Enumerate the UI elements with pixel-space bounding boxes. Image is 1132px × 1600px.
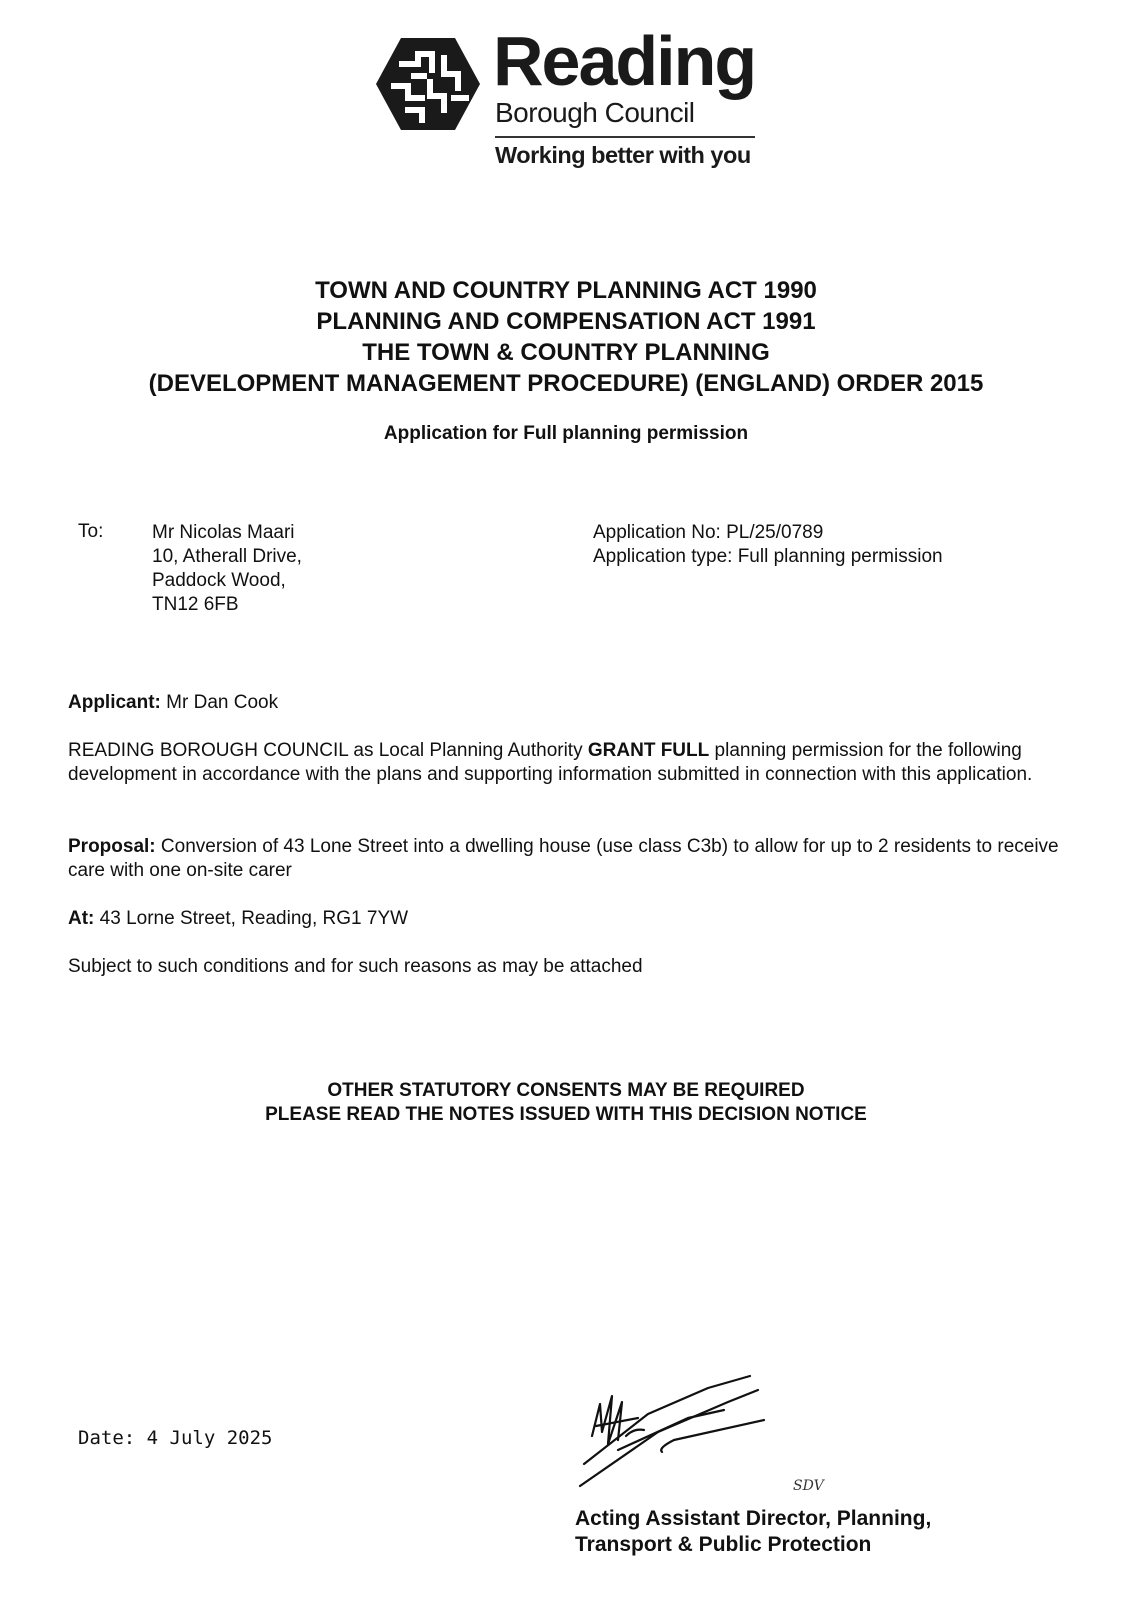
act-line: (DEVELOPMENT MANAGEMENT PROCEDURE) (ENGLAND) ORDER 2015 xyxy=(148,370,984,397)
legislation-heading xyxy=(0,275,1132,399)
signature-image xyxy=(578,1374,798,1490)
signatory-title xyxy=(575,1506,931,1558)
recipient-address xyxy=(152,521,302,617)
conditions-text: Subject to such conditions and for such reasons as may be attached xyxy=(68,956,643,977)
grant-text-after: planning permission for the following development in accordance with the plans and supporting information submitted in connection with this application. xyxy=(68,740,1033,785)
act-line: THE TOWN & COUNTRY PLANNING xyxy=(362,339,770,366)
act-line: PLANNING AND COMPENSATION ACT 1991 xyxy=(316,308,816,335)
application-number: Application No: PL/25/0789 xyxy=(593,522,824,543)
proposal-value: Conversion of 43 Lone Street into a dwelling house (use class C3b) to allow for up to 2 residents to receive care with one on-site carer xyxy=(68,836,1059,881)
address-line: 10, Atherall Drive, xyxy=(152,546,302,567)
logo-tagline: Working better with you xyxy=(495,142,751,168)
signatory-line: Transport & Public Protection xyxy=(575,1533,872,1556)
proposal-label: Proposal: xyxy=(68,836,156,857)
signatory-line: Acting Assistant Director, Planning, xyxy=(575,1507,932,1530)
logo-subtitle: Borough Council xyxy=(495,97,695,128)
to-label: To: xyxy=(78,521,104,542)
document-subtitle: Application for Full planning permission xyxy=(383,423,749,444)
applicant-value: Mr Dan Cook xyxy=(166,692,279,713)
at-label: At: xyxy=(68,908,95,929)
proposal-paragraph xyxy=(68,835,1078,883)
logo-divider xyxy=(495,136,755,138)
decision-date: Date: 4 July 2025 xyxy=(78,1427,273,1449)
applicant-label: Applicant: xyxy=(68,692,161,713)
application-type: Application type: Full planning permission xyxy=(593,546,943,567)
council-logo-icon xyxy=(374,36,482,132)
notice-line: PLEASE READ THE NOTES ISSUED WITH THIS DECISION NOTICE xyxy=(265,1104,867,1125)
site-address-line xyxy=(68,907,1078,931)
grant-paragraph xyxy=(68,739,1078,787)
grant-text-before: READING BOROUGH COUNCIL as Local Planning Authority xyxy=(68,740,588,761)
at-value: 43 Lorne Street, Reading, RG1 7YW xyxy=(99,908,409,929)
grant-decision: GRANT FULL xyxy=(587,740,710,761)
signature-initials: SDV xyxy=(793,1478,824,1494)
application-info xyxy=(593,521,943,569)
act-line: TOWN AND COUNTRY PLANNING ACT 1990 xyxy=(315,277,817,304)
statutory-notice xyxy=(0,1079,1132,1127)
address-line: Mr Nicolas Maari xyxy=(152,522,295,543)
logo-name: Reading xyxy=(493,22,756,100)
applicant-line xyxy=(68,691,1078,715)
address-line: TN12 6FB xyxy=(152,594,239,615)
address-line: Paddock Wood, xyxy=(152,570,286,591)
notice-line: OTHER STATUTORY CONSENTS MAY BE REQUIRED xyxy=(327,1080,805,1101)
